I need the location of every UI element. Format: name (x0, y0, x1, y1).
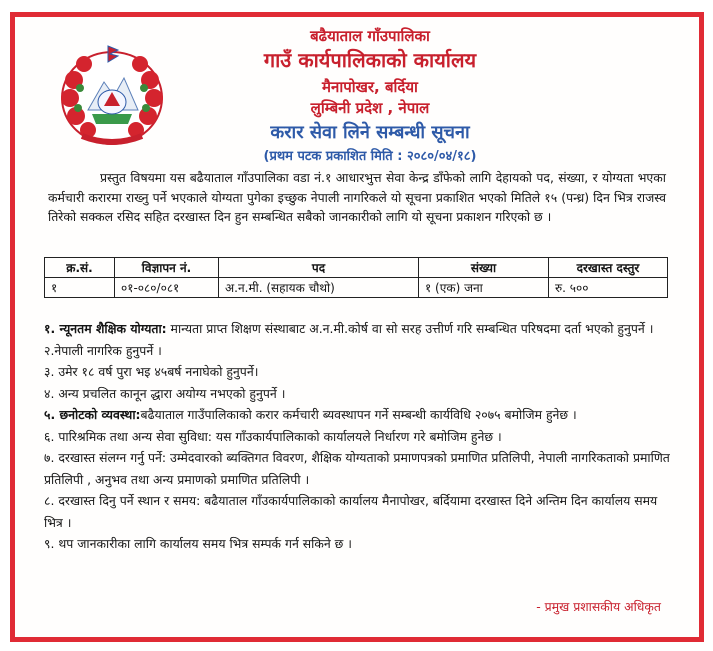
cell-serial: १ (45, 278, 115, 298)
municipality-name: बढैयाताल गाँउपालिका (310, 27, 430, 45)
col-post: पद (219, 258, 419, 278)
list-item (44, 533, 670, 555)
cell-post: अ.न.मी. (सहायक चौथो) (219, 278, 419, 298)
nepal-emblem-icon (52, 40, 172, 150)
signatory: - प्रमुख प्रशासकीय अधिकृत (536, 599, 661, 614)
item-label: १. न्यूनतम शैक्षिक योग्यता: (44, 321, 167, 336)
item-text: बढैयाताल गाउँपालिकाको करार कर्मचारी ब्यवस्थापन गर्ने सम्बन्धी कार्यविधि २०७५ बमोजिम हुनेछ । (140, 407, 577, 422)
item-text: ९. थप जानकारीका लागि कार्यालय समय भित्र सम्पर्क गर्न सकिने छ । (44, 536, 352, 551)
list-item (44, 318, 670, 340)
list-item (44, 383, 670, 405)
notice-title: करार सेवा लिने सम्बन्धी सूचना (270, 122, 470, 143)
list-item (44, 490, 670, 533)
intro-paragraph (48, 168, 666, 227)
item-text: ४. अन्य प्रचलित कानून द्धारा अयोग्य नभएको हुनुपर्ने । (44, 385, 286, 401)
item-text: मान्यता प्राप्त शिक्षण संस्थाबाट अ.न.मी.कोर्ष वा सो सरह उत्तीर्ण गरि सम्बन्धित परिषदमा दर्ता भएको हुनुपर्ने । (166, 321, 654, 336)
item-text: ७. दरखास्त संलग्न गर्नु पर्ने: उम्मेदवारको ब्यक्तिगत विवरण, शैक्षिक योग्यताको प्रमाणपत्रको प्रमाणित प्रतिलिपी, नेपाली नागरिकताको प्रमाणित प्रतिलिपी , अनुभव तथा अन्य प्रमाणको प्रमाणित प्रतिलिपी । (44, 450, 670, 487)
cell-fee: रु. ५०० (549, 278, 668, 298)
item-label: ५. छनोटको व्यवस्था: (44, 407, 141, 422)
list-item (44, 426, 670, 448)
requirements-list (44, 318, 670, 555)
list-item (44, 361, 670, 383)
vacancy-table (44, 257, 668, 298)
office-location: मैनापोखर, बर्दिया (322, 78, 418, 96)
col-serial: क्र.सं. (45, 258, 115, 278)
office-name: गाउँ कार्यपालिकाको कार्यालय (263, 48, 477, 72)
item-text: २.नेपाली नागरिक हुनुपर्ने । (44, 342, 162, 358)
published-date: (प्रथम पटक प्रकाशित मिति : २०८०/०४/१८) (263, 149, 477, 164)
table-row (45, 278, 668, 298)
col-fee: दरखास्त दस्तुर (549, 258, 668, 278)
list-item (44, 340, 670, 362)
list-item (44, 404, 670, 426)
col-count: संख्या (419, 258, 549, 278)
table-header-row (45, 258, 668, 278)
cell-advert-no: ०१-०८०/०८१ (115, 278, 219, 298)
intro-text: प्रस्तुत विषयमा यस बढैयाताल गाँउपालिका वडा नं.१ आधारभुत्त सेवा केन्द्र डाँफेको लागि देहायको पद, संख्या, र योग्यता भएका कर्मचारी करारमा राख्नु पर्ने भएकाले योग्यता पुगेका इच्छुक नेपाली नागरिकले यो सूचना प्रकाशित भएको मितिले १५ (पन्ध्र) दिन भित्र राजस्व तिरेको सक्कल रसिद सहित दरखास्त दिन हुन सम्बन्धित सबैको जानकारीको लागि यो सूचना प्रकाशन गरिएको छ । (48, 170, 666, 224)
province-country: लुम्बिनी प्रदेश , नेपाल (310, 99, 430, 117)
list-item (44, 447, 670, 490)
col-advert-no: विज्ञापन नं. (115, 258, 219, 278)
item-text: ८. दरखास्त दिनु पर्ने स्थान र समय: बढैयाताल गाँउकार्यपालिकाको कार्यालय मैनापोखर, बर्दियामा दरखास्त दिने अन्तिम दिन कार्यालय समय भित्र । (44, 493, 658, 530)
cell-count: १ (एक) जना (419, 278, 549, 298)
item-text: ६. पारिश्रमिक तथा अन्य सेवा सुविधा: यस गाँउकार्यपालिकाको कार्यालयले निर्धारण गरे बमोजिम हुनेछ । (44, 428, 502, 444)
item-text: ३. उमेर १८ वर्ष पुरा भइ ४५बर्ष ननाघेको हुनुपर्ने। (44, 364, 259, 379)
